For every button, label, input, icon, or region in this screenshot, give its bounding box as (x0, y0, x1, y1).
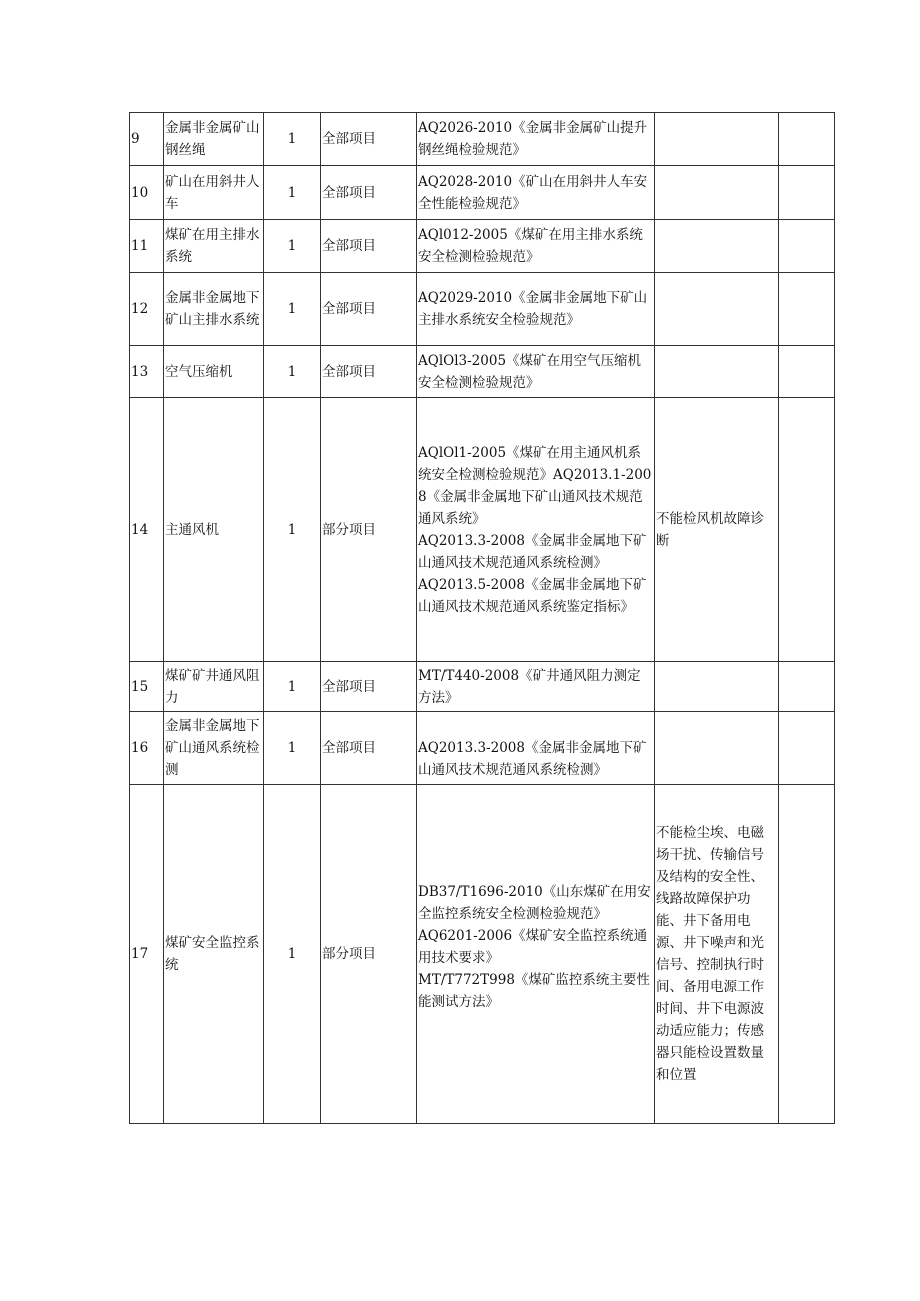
remarks-cell (779, 398, 835, 662)
table-row (130, 113, 835, 166)
row-number: 17 (130, 785, 164, 1124)
item-scope: 全部项目 (321, 113, 417, 166)
inspection-items-table (129, 112, 835, 1124)
standard-line: AQ2013.5-2008《金属非金属地下矿山通风技术规范通风系统鉴定指标》 (418, 576, 647, 615)
table-row (130, 273, 835, 346)
standard-line: MT/T772T998《煤矿监控系统主要性能测试方法》 (418, 972, 650, 1010)
table-row (130, 220, 835, 273)
standard-cell (417, 273, 655, 346)
standard-line: MT/T440-2008《矿井通风阻力测定方法》 (418, 667, 641, 706)
item-scope: 部分项目 (321, 398, 417, 662)
item-quantity: 1 (264, 166, 321, 220)
standard-line: AQ2028-2010《矿山在用斜井人车安全性能检验规范》 (418, 173, 648, 212)
item-scope: 部分项目 (321, 785, 417, 1124)
remarks-cell (779, 220, 835, 273)
item-quantity: 1 (264, 220, 321, 273)
remarks-cell (779, 712, 835, 785)
row-number: 9 (130, 113, 164, 166)
item-quantity: 1 (264, 712, 321, 785)
remarks-cell (779, 113, 835, 166)
row-number: 16 (130, 712, 164, 785)
row-number: 10 (130, 166, 164, 220)
item-scope: 全部项目 (321, 273, 417, 346)
standard-line: AQ6201-2006《煤矿安全监控系统通用技术要求》 (418, 928, 648, 966)
row-number: 15 (130, 662, 164, 712)
standard-line: AQlOl1-2005《煤矿在用主通风机系统安全检测检验规范》AQ2013.1-2008《金属非金属地下矿山通风技术规范通风系统》 (418, 444, 652, 527)
standard-cell (417, 662, 655, 712)
item-name: 金属非金属矿山钢丝绳 (164, 113, 264, 166)
standard-cell (417, 785, 655, 1124)
item-quantity: 1 (264, 662, 321, 712)
item-quantity: 1 (264, 346, 321, 398)
item-quantity: 1 (264, 398, 321, 662)
limitation-note: 不能检尘埃、电磁场干扰、传输信号及结构的安全性、线路故障保护功能、井下备用电源、井下噪声和光信号、控制执行时间、备用电源工作时间、井下电源波动适应能力；传感器只能检设置数量和位置 (655, 785, 779, 1124)
standard-cell (417, 220, 655, 273)
limitation-note (655, 113, 779, 166)
limitation-note (655, 220, 779, 273)
limitation-note (655, 346, 779, 398)
remarks-cell (779, 785, 835, 1124)
standard-line: AQl012-2005《煤矿在用主排水系统安全检测检验规范》 (418, 227, 643, 265)
table-row (130, 398, 835, 662)
limitation-note: 不能检风机故障诊断 (655, 398, 779, 662)
item-name: 金属非金属地下矿山通风系统检测 (164, 712, 264, 785)
standard-cell (417, 712, 655, 785)
standard-line: DB37/T1696-2010《山东煤矿在用安全监控系统安全检测检验规范》 (418, 884, 651, 922)
table-row (130, 346, 835, 398)
item-name: 金属非金属地下矿山主排水系统 (164, 273, 264, 346)
item-scope: 全部项目 (321, 346, 417, 398)
standard-line: AQ2026-2010《金属非金属矿山提升钢丝绳检验规范》 (418, 120, 648, 158)
standard-line: AQ2029-2010《金属非金属地下矿山主排水系统安全检验规范》 (418, 290, 648, 328)
remarks-cell (779, 166, 835, 220)
item-name: 主通风机 (164, 398, 264, 662)
remarks-cell (779, 346, 835, 398)
standard-cell (417, 113, 655, 166)
standard-cell (417, 346, 655, 398)
limitation-note (655, 662, 779, 712)
row-number: 11 (130, 220, 164, 273)
item-quantity: 1 (264, 113, 321, 166)
row-number: 12 (130, 273, 164, 346)
item-name: 煤矿安全监控系统 (164, 785, 264, 1124)
item-name: 空气压缩机 (164, 346, 264, 398)
item-quantity: 1 (264, 785, 321, 1124)
standard-line: AQ2013.3-2008《金属非金属地下矿山通风技术规范通风系统检测》 (418, 532, 647, 571)
limitation-note (655, 166, 779, 220)
table-row (130, 662, 835, 712)
item-scope: 全部项目 (321, 712, 417, 785)
standard-cell (417, 166, 655, 220)
item-name: 煤矿在用主排水系统 (164, 220, 264, 273)
standard-line: AQ2013.3-2008《金属非金属地下矿山通风技术规范通风系统检测》 (418, 740, 647, 778)
remarks-cell (779, 273, 835, 346)
item-scope: 全部项目 (321, 220, 417, 273)
table-row (130, 785, 835, 1124)
row-number: 14 (130, 398, 164, 662)
item-scope: 全部项目 (321, 662, 417, 712)
table-row (130, 712, 835, 785)
row-number: 13 (130, 346, 164, 398)
item-quantity: 1 (264, 273, 321, 346)
remarks-cell (779, 662, 835, 712)
limitation-note (655, 712, 779, 785)
standard-line: AQlOl3-2005《煤矿在用空气压缩机安全检测检验规范》 (418, 352, 642, 391)
limitation-note (655, 273, 779, 346)
item-name: 煤矿矿井通风阻力 (164, 662, 264, 712)
standard-cell (417, 398, 655, 662)
item-name: 矿山在用斜井人车 (164, 166, 264, 220)
item-scope: 全部项目 (321, 166, 417, 220)
table-row (130, 166, 835, 220)
